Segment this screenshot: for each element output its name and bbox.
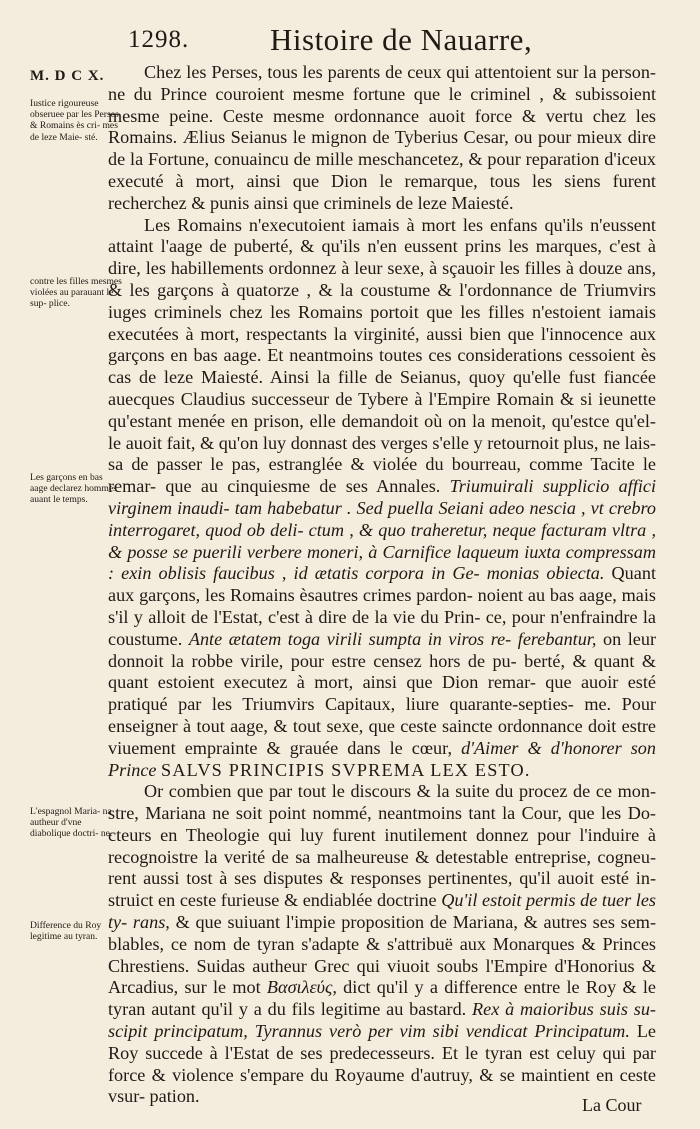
margin-note-justice: Iustice rigoureuse obseruee par les Perses, & Romains ès cri- mes de leze Maie- sté.	[30, 98, 122, 143]
running-title: Histoire de Nauarre,	[270, 22, 533, 57]
paragraph-perses	[108, 62, 656, 215]
latin-quotation: Ante ætatem toga virili sumpta in viros re- ferebantur,	[188, 628, 597, 649]
paragraph-romains	[108, 215, 656, 782]
catchword: La Cour	[582, 1095, 642, 1115]
paragraph-text: Les Romains n'executoient iamais à mort les enfans qu'ils n'eussent attaint l'aage de puberté, & qu'ils n'en eussent prins les marques, c'est à dire, les habillements ordonnez à leur sexe, à sçauoir les filles à douze ans, & les garçons à quatorze , & la coustume & l'ordonnance de Triumvirs iuges criminels chez les Romains portoit que les filles n'estoient iamais executées à mort, respectants la virginité, aussi bien que l'innocence aux garçons en bas aage. Et neantmoins toutes ces considerations cessoient ès cas de leze Maiesté. Ainsi la fille de Seianus, quoy qu'elle fust fiancée auecques Claudius successeur de Tybere à l'Empire Romain & si ieunette qu'estant menée en prison, elle demandoit où on la menoit, qu'estce qu'el- le auoit fait, & qu'on luy donnast des verges s'elle y retournoit plus, ne lais- sa de passer le pas, estranglée & violée du bourreau, comme Tacite le remar- que au cinquiesme de ses Annales.	[108, 214, 656, 497]
greek-word: Βασιλεύς,	[266, 977, 337, 998]
latin-quotation: Rex à maioribus suis su- scipit principatum, Tyrannus verò per vim sibi vendicat Principatum.	[108, 999, 656, 1042]
paragraph-mariana	[108, 781, 656, 1108]
page-number: 1298.	[128, 26, 190, 53]
paragraph-text: Chez les Perses, tous les parents de ceux qui attentoient sur la person- ne du Prince couroient mesme fortune que le criminel , & subissoient mesme peine. Ceste mesme ordonnance auoit force & vertu chez les Romains. Ælius Seianus le mignon de Tyberius Cesar, ou pour mieux dire de la Fortune, conuaincu de mille meschancetez, & pour reparation d'iceux executé à mort, ainsi que Dion le remarque, tous les siens furent recherchez & punis ainsi que criminels de leze Maiesté.	[108, 62, 656, 213]
margin-note-mariana: L'espagnol Maria- na autheur d'vne diabolique doctri- ne.	[30, 806, 113, 840]
italic-phrase: d'Aimer & d'honorer son Prince	[108, 737, 656, 780]
paragraph-text: Le Roy succede à l'Estat de ses predecesseurs. Et le tyran est celuy qui par force & violence s'empare du Royaume d'autruy, & se maintient en ceste vsur- pation.	[108, 1021, 656, 1107]
latin-maxim: SALVS PRINCIPIS SVPREMA LEX ESTO.	[161, 759, 531, 780]
paragraph-text: & que suiuant l'impie proposition de Mariana, & autres ses sem- blables, ce nom de tyran s'adapte & s'attribuë aux Monarques & Princes Chrestiens. Suidas autheur Grec qui viuoit soubs l'Empire d'Honorius & Arcadius, sur le mot	[108, 912, 657, 998]
margin-note-filles: contre les filles mesmes violées au parauant le sup- plice.	[30, 276, 122, 310]
main-text	[108, 62, 656, 1108]
margin-note-roy-tyran: Difference du Roy legitime au tyran.	[30, 920, 102, 943]
margin-note-garcons: Les garçons en bas aage declarez hommes auant le temps.	[30, 472, 117, 506]
paragraph-text: Or combien que par tout le discours & la suite du procez de ce mon- stre, Mariana ne soit point nommé, neantmoins tant la Cour, que les Do- cteurs en Theologie qui luy furent inutilement donnez pour l'induire à recognoistre la verité de sa malheureuse & detestable entreprise, cogneu- rent aussi tost à ses disputes & responses pertinentes, qu'il auoit esté in- struict en ceste furieuse & endiablée doctrine	[108, 781, 656, 911]
year-marker: M. D C X.	[30, 68, 105, 84]
paragraph-text: dict qu'il y a difference entre le Roy & le tyran autant qu'il y a du fils legitime au bastard.	[108, 977, 656, 1020]
latin-quotation: Triumuirali supplicio affici virginem inaudi- tam habebatur . Sed puella Seiani adeo nescia , vt crebro interrogaret, quod ob deli- ctum , & quo traheretur, neque facturam vltra , & posse se puerili verbere moneri, à Carnifice laqueum iuxta compressam : exin oblisis faucibus , id ætatis corpora in Ge- monias obiecta.	[108, 476, 657, 584]
paragraph-text: on leur donnoit la robbe virile, pour estre censez hors de pu- berté, & quant & quant estoient executez à mort, ainsi que Dion remar- que auoir esté pratiqué par les Triumvirs Capitaux, liure quarante-septies- me. Pour enseigner à tout aage, & tout sexe, que ceste saincte ordonnance doit estre viuement emprainte & grauée dans le cœur,	[108, 628, 657, 758]
paragraph-text: Quant aux garçons, les Romains èsautres crimes pardon- noient au bas aage, mais s'il y alloit de l'Estat, c'est à dire de la vie du Prin- ce, pour n'enfraindre la coustume.	[108, 563, 656, 649]
italic-phrase: Qu'il estoit permis de tuer les ty- rans,	[108, 890, 656, 933]
